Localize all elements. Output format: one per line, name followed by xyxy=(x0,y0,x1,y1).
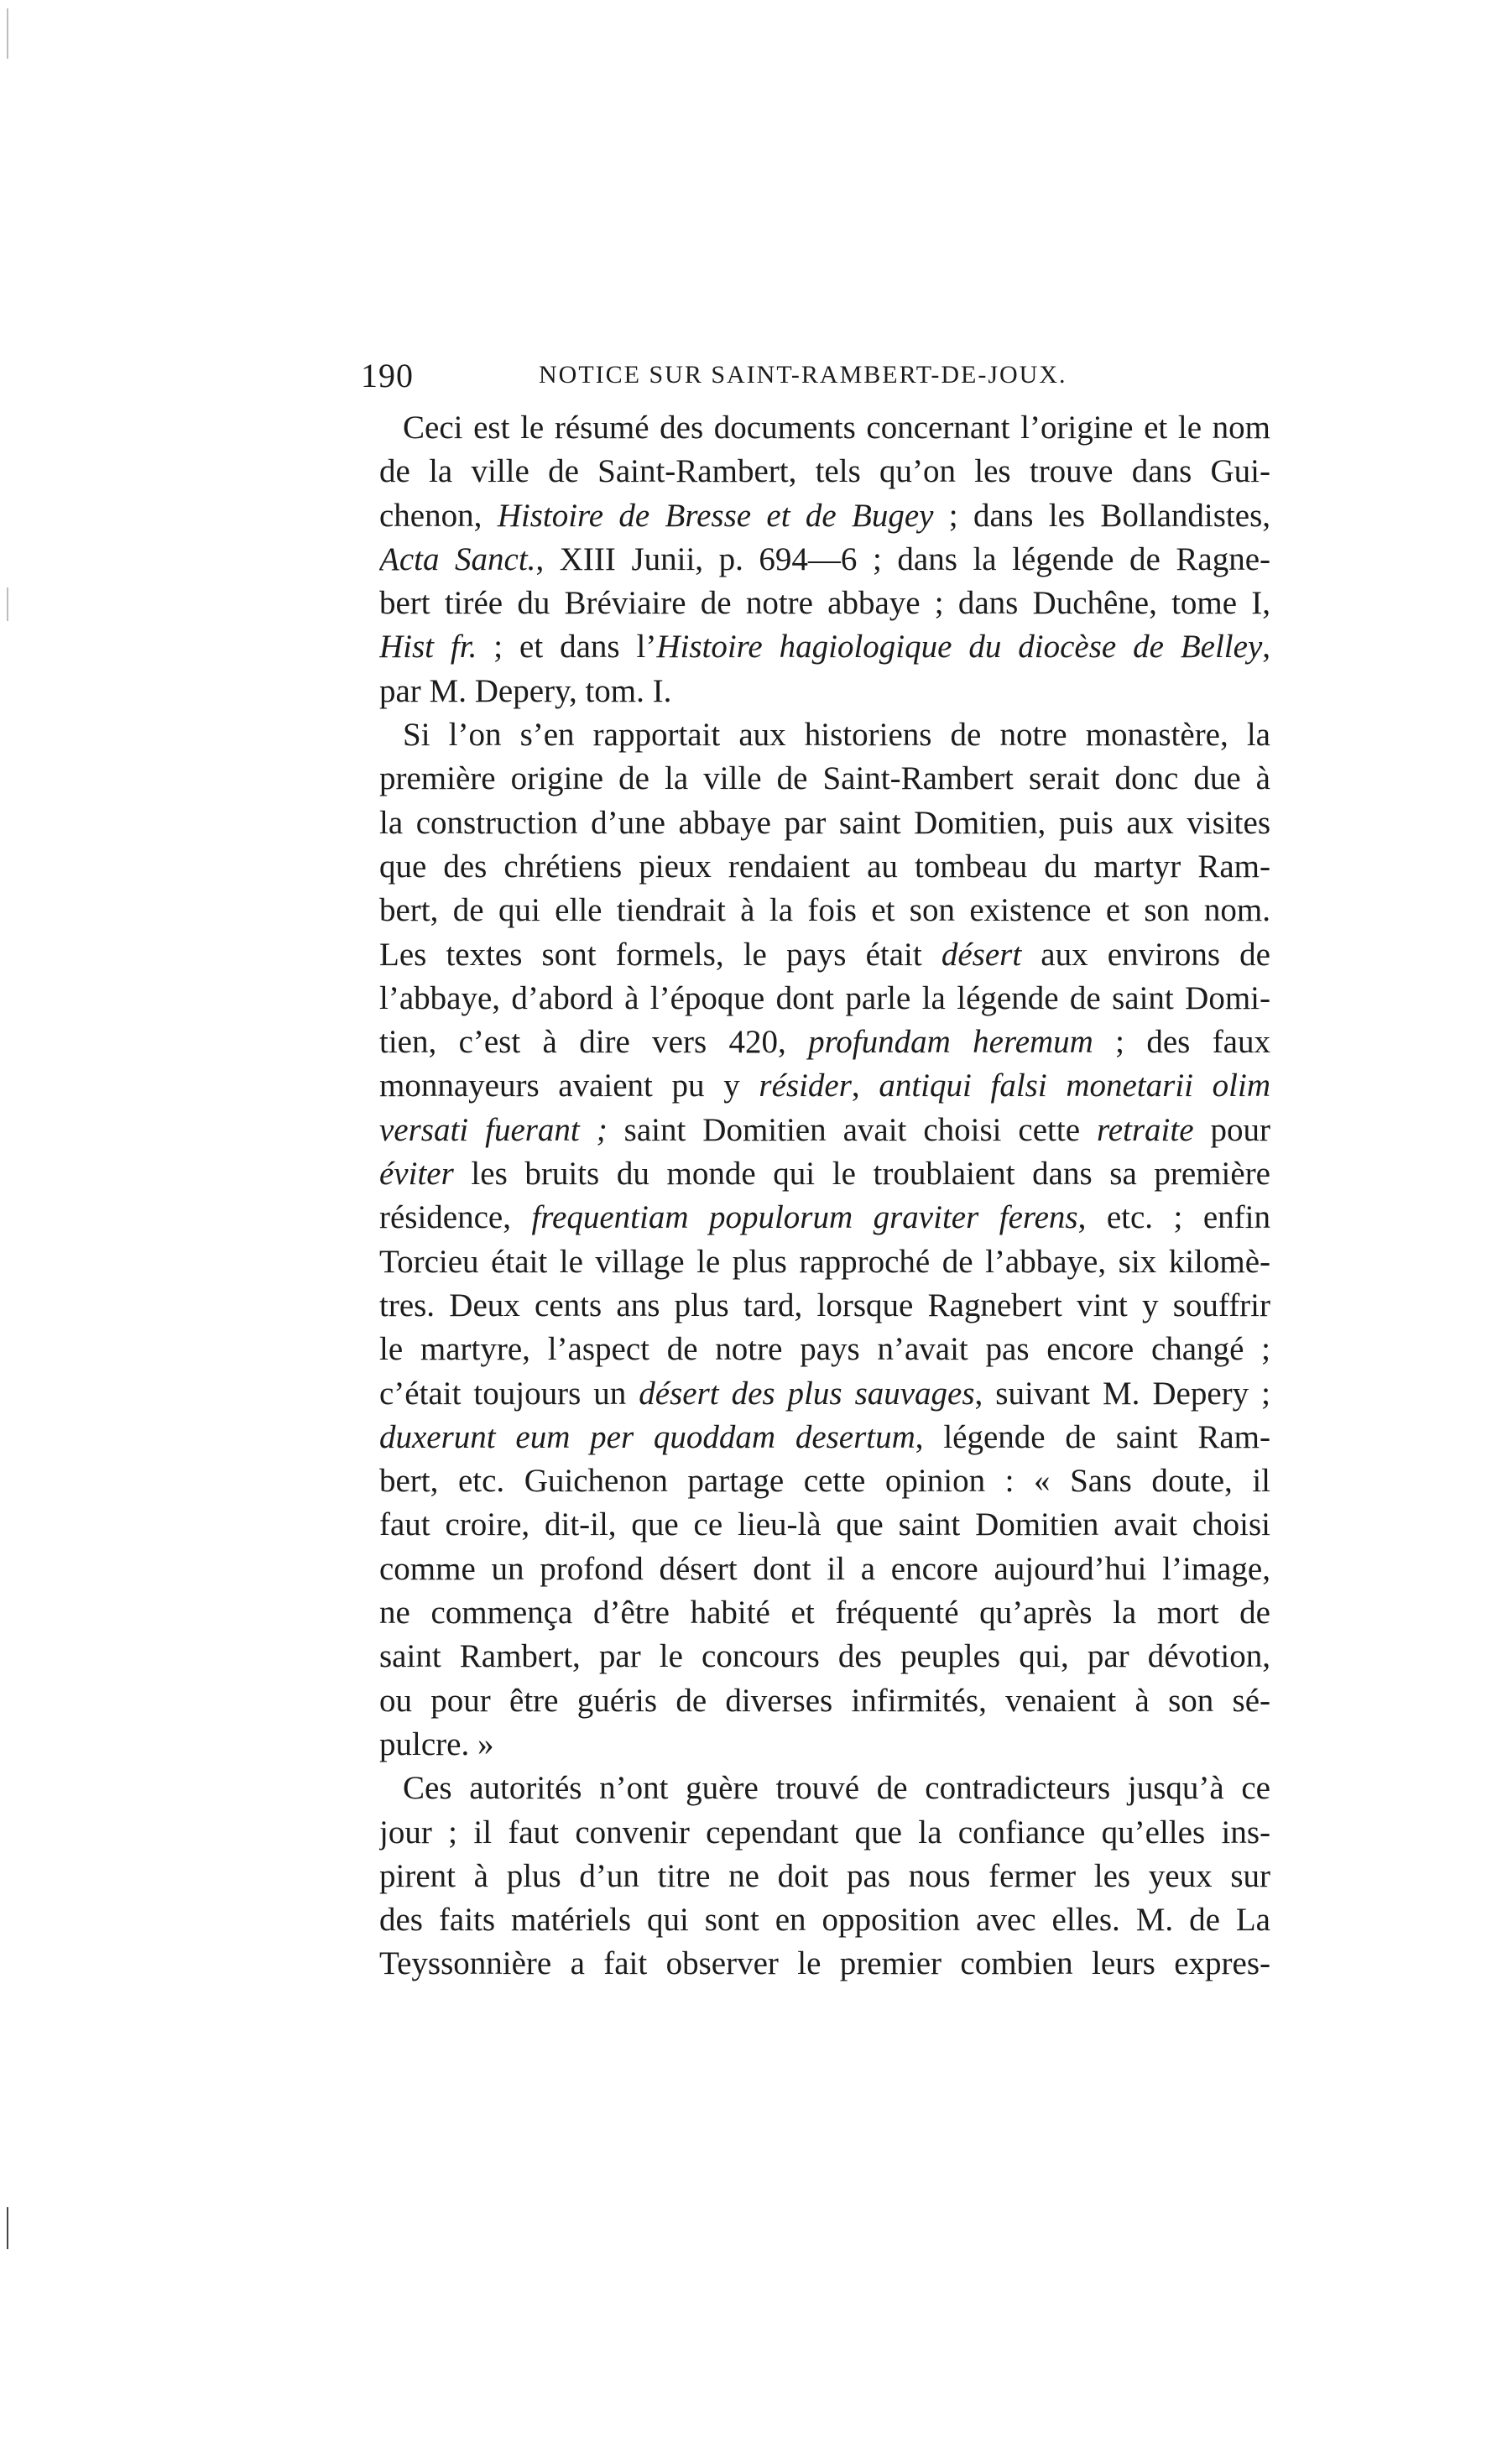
italic-text: éviter xyxy=(379,1156,454,1193)
text-line xyxy=(379,1811,1270,1855)
text-line xyxy=(379,1635,1270,1678)
text-line xyxy=(379,1591,1270,1635)
text-run: c’était toujours un xyxy=(379,1375,639,1412)
text-run: par M. Depery, tom. I. xyxy=(379,672,672,709)
text-run: pirent à plus d’un titre ne doit pas nous fermer les yeux sur xyxy=(379,1857,1270,1894)
text-line xyxy=(379,713,1270,757)
text-run: ; et dans l’ xyxy=(477,629,657,666)
italic-text: Histoire hagiologique du diocèse de Belley xyxy=(656,629,1263,666)
text-run: que des chrétiens pieux rendaient au tombeau du martyr Ram- xyxy=(379,848,1270,885)
text-run: comme un profond désert dont il a encore aujourd’hui l’image, xyxy=(379,1550,1270,1587)
text-run: tres. Deux cents ans plus tard, lorsque Ragnebert vint y souffrir xyxy=(379,1287,1270,1323)
text-line xyxy=(379,1767,1270,1810)
text-run: jour ; il faut convenir cependant que la confiance qu’elles ins- xyxy=(379,1814,1270,1851)
text-run: les bruits du monde qui le troublaient dans sa première xyxy=(453,1156,1270,1193)
text-line xyxy=(379,582,1270,625)
text-run: , xyxy=(1262,629,1270,666)
text-line xyxy=(379,1723,1270,1767)
italic-text: désert xyxy=(941,936,1022,973)
text-line xyxy=(379,889,1270,932)
text-line xyxy=(379,450,1270,493)
text-run: résidence, xyxy=(379,1199,532,1236)
italic-text: Acta Sanct. xyxy=(379,540,536,577)
text-run: bert, etc. Guichenon partage cette opinion : « Sans doute, il xyxy=(379,1463,1270,1500)
italic-text: versati fuerant ; xyxy=(379,1111,608,1148)
text-line xyxy=(379,670,1270,713)
running-head: NOTICE SUR SAINT-RAMBERT-DE-JOUX. xyxy=(539,361,1067,389)
text-run: , xyxy=(851,1068,879,1104)
italic-text: frequentiam populorum graviter ferens xyxy=(531,1199,1078,1236)
text-line xyxy=(379,1942,1270,1986)
text-run: Torcieu était le village le plus rapproché de l’abbaye, six kilomè- xyxy=(379,1243,1270,1280)
text-line xyxy=(379,1503,1270,1547)
text-run: pulcre. » xyxy=(379,1725,494,1762)
text-run: pour xyxy=(1193,1111,1270,1148)
text-run: faut croire, dit-il, que ce lieu-là que saint Domitien avait choisi xyxy=(379,1506,1270,1543)
text-run: , suivant M. Depery ; xyxy=(974,1375,1270,1412)
text-line xyxy=(379,1855,1270,1898)
text-line xyxy=(379,1416,1270,1459)
text-line xyxy=(379,801,1270,845)
italic-text: antiqui falsi monetarii olim xyxy=(879,1068,1270,1104)
text-run: ou pour être guéris de diverses infirmités, venaient à son sé- xyxy=(379,1682,1270,1719)
text-line xyxy=(379,757,1270,801)
text-line xyxy=(379,1898,1270,1942)
text-run: ; des faux xyxy=(1093,1024,1270,1061)
text-run: aux environs de xyxy=(1021,936,1270,973)
text-run: bert tirée du Bréviaire de notre abbaye ; dans Duchêne, tome I, xyxy=(379,585,1270,622)
text-line xyxy=(379,1328,1270,1371)
text-run: ; dans les Bollandistes, xyxy=(933,497,1270,534)
scan-edge-mark xyxy=(7,2207,8,2249)
body-text xyxy=(379,406,1270,1986)
text-line xyxy=(379,1240,1270,1284)
text-run: , légende de saint Ram- xyxy=(915,1418,1270,1455)
italic-text: duxerunt eum per quoddam desertum xyxy=(379,1418,915,1455)
text-line xyxy=(379,1284,1270,1328)
text-line xyxy=(379,406,1270,450)
italic-text: résider xyxy=(759,1068,852,1104)
text-run: la construction d’une abbaye par saint Domitien, puis aux visites xyxy=(379,804,1270,841)
italic-text: profundam heremum xyxy=(808,1024,1093,1061)
scan-edge-mark xyxy=(7,8,8,59)
text-line xyxy=(379,1459,1270,1503)
text-run: première origine de la ville de Saint-Rambert serait donc due à xyxy=(379,760,1270,797)
text-run: monnayeurs avaient pu y xyxy=(379,1068,759,1104)
text-line xyxy=(379,538,1270,582)
text-run: Teyssonnière a fait observer le premier combien leurs expres- xyxy=(379,1945,1270,1982)
italic-text: désert des plus sauvages xyxy=(639,1375,975,1412)
text-line xyxy=(379,494,1270,538)
text-run: Ces autorités n’ont guère trouvé de contradicteurs jusqu’à ce xyxy=(403,1770,1270,1807)
text-line xyxy=(379,1679,1270,1723)
text-line xyxy=(379,933,1270,977)
text-line xyxy=(379,1372,1270,1416)
text-run: Ceci est le résumé des documents concernant l’origine et le nom xyxy=(403,410,1270,446)
text-line xyxy=(379,977,1270,1021)
text-run: de la ville de Saint-Rambert, tels qu’on les trouve dans Gui- xyxy=(379,453,1270,490)
text-line xyxy=(379,1152,1270,1196)
text-run: le martyre, l’aspect de notre pays n’avait pas encore changé ; xyxy=(379,1331,1270,1368)
text-run: tien, c’est à dire vers 420, xyxy=(379,1024,809,1061)
text-run: des faits matériels qui sont en opposition avec elles. M. de La xyxy=(379,1902,1270,1939)
text-run: saint Rambert, par le concours des peuples qui, par dévotion, xyxy=(379,1638,1270,1675)
text-run: Les textes sont formels, le pays était xyxy=(379,936,941,973)
text-line xyxy=(379,845,1270,889)
text-line xyxy=(379,1064,1270,1108)
text-line xyxy=(379,1109,1270,1152)
italic-text: retraite xyxy=(1097,1111,1194,1148)
text-run: ne commença d’être habité et fréquenté qu’après la mort de xyxy=(379,1595,1270,1631)
italic-text: Hist fr. xyxy=(379,629,477,666)
text-run: Si l’on s’en rapportait aux historiens de notre monastère, la xyxy=(403,717,1270,754)
italic-text: Histoire de Bresse et de Bugey xyxy=(497,497,934,534)
text-line xyxy=(379,1196,1270,1240)
text-line xyxy=(379,1548,1270,1591)
text-run: saint Domitien avait choisi cette xyxy=(607,1111,1097,1148)
text-run: bert, de qui elle tiendrait à la fois et son existence et son nom. xyxy=(379,892,1270,929)
text-run: , etc. ; enfin xyxy=(1077,1199,1270,1236)
text-line xyxy=(379,625,1270,669)
text-run: chenon, xyxy=(379,497,498,534)
scan-edge-mark xyxy=(7,587,8,621)
page-header xyxy=(361,356,1284,403)
text-line xyxy=(379,1021,1270,1064)
page-number: 190 xyxy=(361,357,414,394)
text-run: l’abbaye, d’abord à l’époque dont parle la légende de saint Domi- xyxy=(379,979,1270,1016)
text-run: , XIII Junii, p. 694—6 ; dans la légende de Ragne- xyxy=(535,540,1270,577)
